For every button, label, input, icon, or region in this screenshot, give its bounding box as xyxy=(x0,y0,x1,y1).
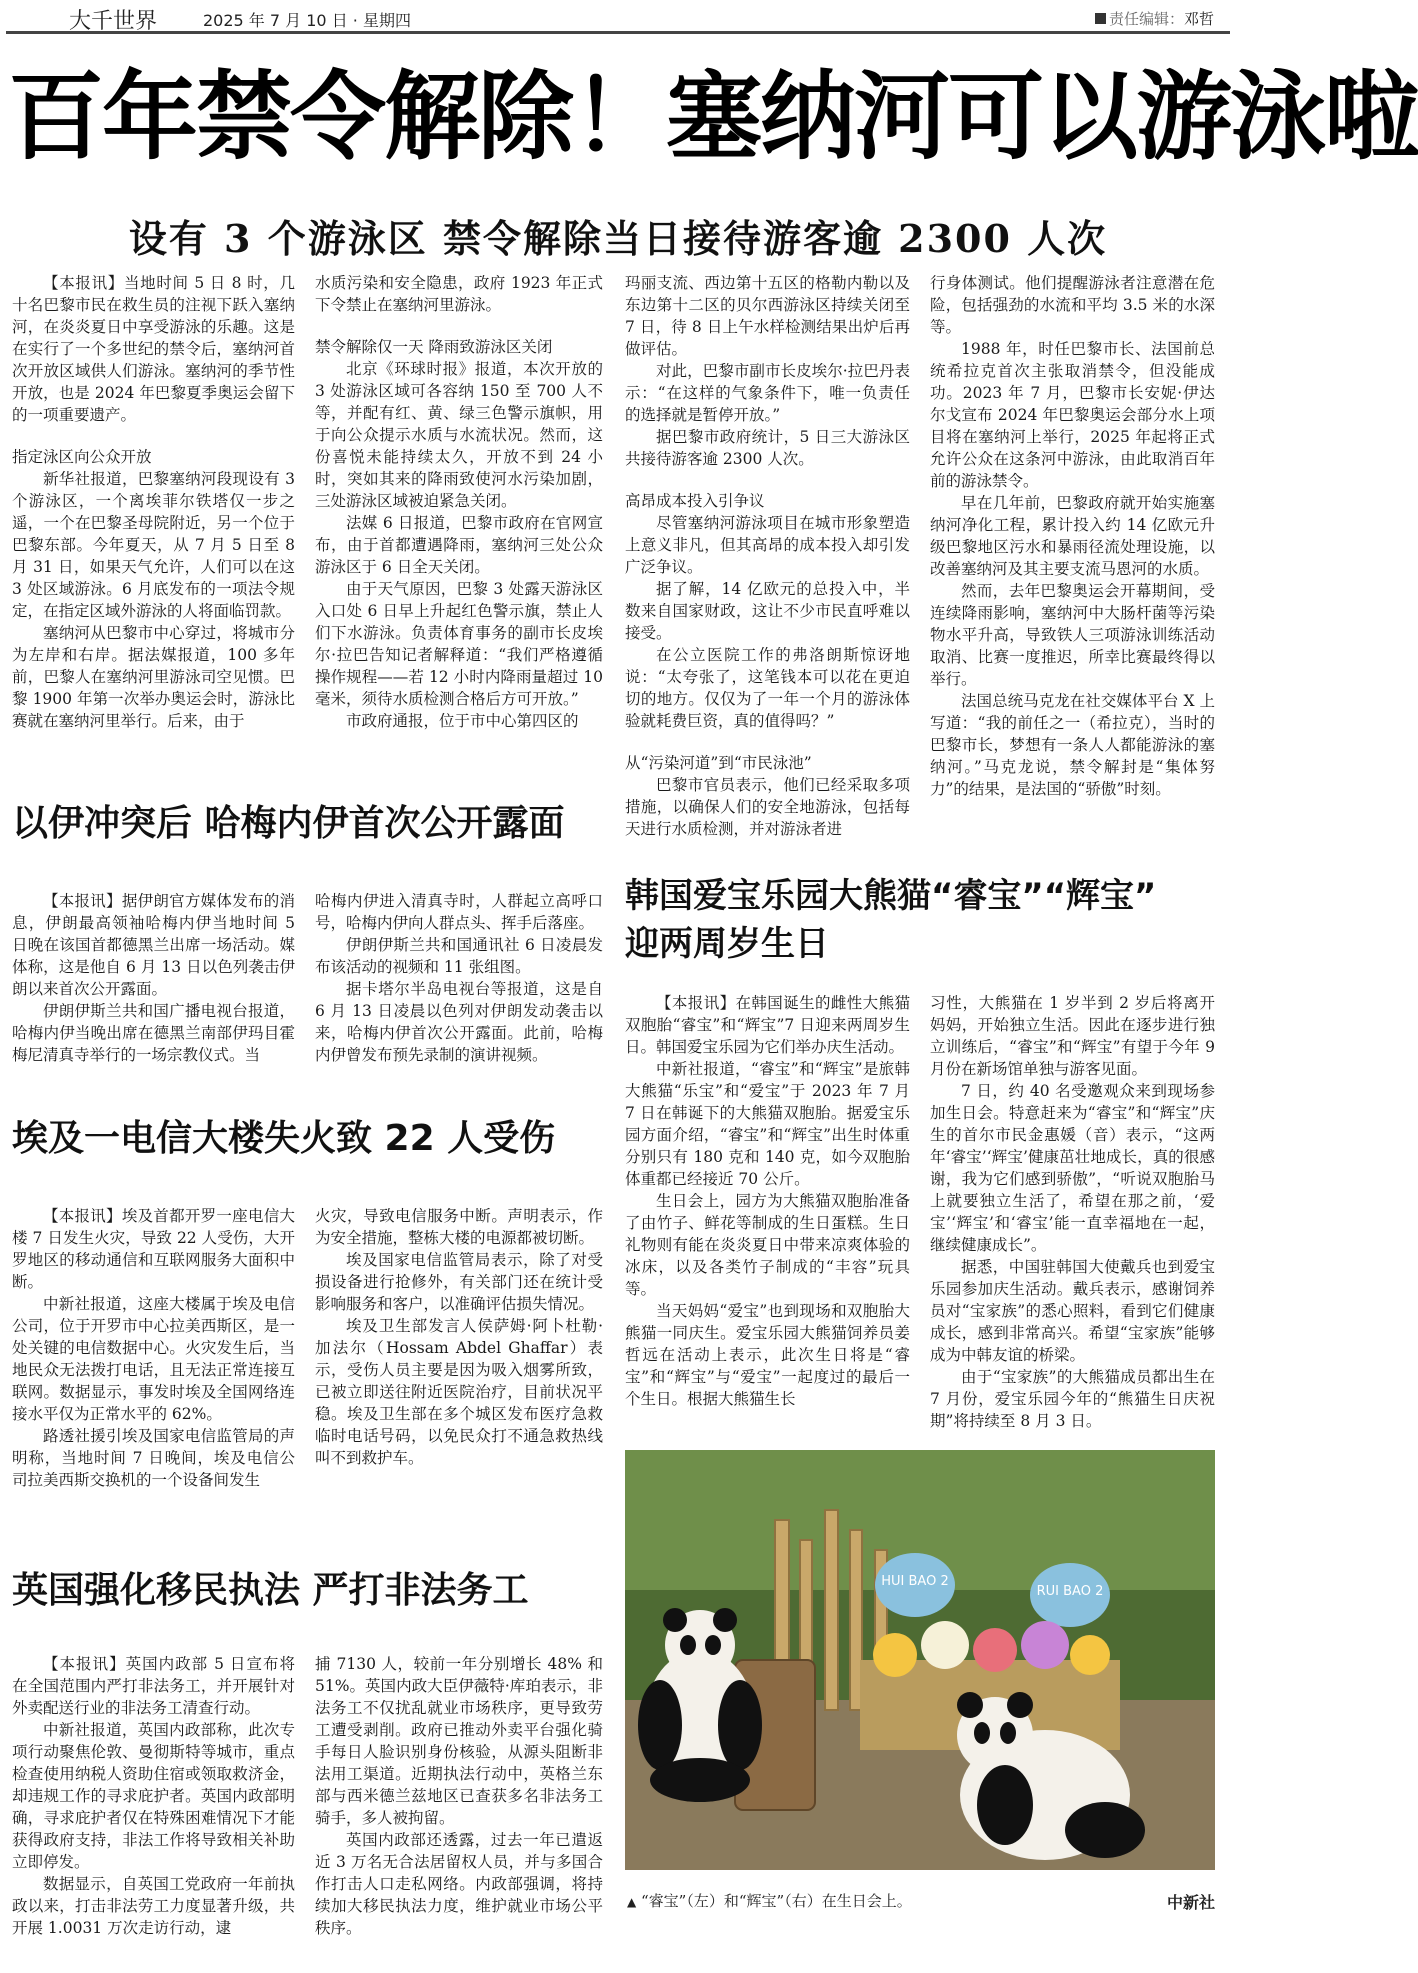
panda-paragraph: 习性，大熊猫在 1 岁半到 2 岁后将离开妈妈，开始独立生活。因此在逐步进行独立训练后，“睿宝”和“辉宝”有望于今年 9 月份在新场馆单独与游客见面。 xyxy=(930,994,1215,1078)
lead-paragraph: 塞纳河从巴黎市中心穿过，将城市分为左岸和右岸。据法媒报道，100 多年前，巴黎人在塞纳河里游泳司空见惯。巴黎 1900 年第一次举办奥运会时，游泳比赛就在塞纳河里举行。后来，由于 xyxy=(12,624,295,730)
panda-photo xyxy=(625,1450,1215,1870)
lead-headline: 百年禁令解除！塞纳河可以游泳啦 xyxy=(8,61,1418,173)
lead-paragraph: 行身体测试。他们提醒游泳者注意潜在危险，包括强劲的水流和平均 3.5 米的水深等。 xyxy=(930,274,1215,336)
panda-paragraph: 生日会上，园方为大熊猫双胞胎准备了由竹子、鲜花等制成的生日蛋糕。生日礼物则有能在炎炎夏日中带来凉爽体验的冰床，以及各类竹子制成的“丰容”玩具等。 xyxy=(625,1192,910,1298)
lead-column-2 xyxy=(315,272,603,762)
panda-paragraph: 7 日，约 40 名受邀观众来到现场参加生日会。特意赶来为“睿宝”和“辉宝”庆生的首尔市民金惠媛（音）表示，“这两年‘睿宝’‘辉宝’健康茁壮地成长，真的很感谢，我为它们感到骄傲”，“听说双胞胎马上就要独立生活了，希望在那之前，‘爱宝’‘辉宝’和‘睿宝’能一直幸福地在一起，继续健康成长”。 xyxy=(930,1082,1215,1254)
uk-column-1 xyxy=(12,1653,295,1963)
lead-paragraph: 由于天气原因，巴黎 3 处露天游泳区入口处 6 日早上升起红色警示旗，禁止人们下水游泳。负责体育事务的副市长皮埃尔·拉巴告知记者解释道：“我们严格遵循操作规程——若 12 小时内降雨量超过 10 毫米，须待水质检测合格后方可开放。” xyxy=(315,580,603,708)
lead-paragraph: 在公立医院工作的弗洛朗斯惊讶地说：“太夸张了，这笔钱本可以花在更迫切的地方。仅仅为了一年一个月的游泳体验就耗费巨资，真的值得吗？” xyxy=(625,646,910,730)
square-bullet-icon xyxy=(1095,13,1106,24)
panda-scene-illustration xyxy=(625,1450,1215,1870)
issue-date: 2025 年 7 月 10 日 · 星期四 xyxy=(203,11,411,30)
panda-paragraph: 由于“宝家族”的大熊猫成员都出生在 7 月份，爱宝乐园今年的“熊猫生日庆祝期”将持续至 8 月 3 日。 xyxy=(930,1368,1215,1430)
lead-paragraph: 市政府通报，位于市中心第四区的 xyxy=(346,712,579,730)
egypt-paragraph: 路透社援引埃及国家电信监管局的声明称，当地时间 7 日晚间，埃及电信公司拉美西斯交换机的一个设备间发生 xyxy=(12,1427,295,1489)
section-name: 大千世界 xyxy=(69,9,158,34)
lead-paragraph: 据巴黎市政府统计，5 日三大游泳区共接待游客逾 2300 人次。 xyxy=(625,428,910,468)
section-subheading: 禁令解除仅一天 降雨致游泳区关闭 xyxy=(315,338,553,356)
birthday-sign-right xyxy=(1030,1563,1110,1627)
iran-paragraph: 伊朗伊斯兰共和国通讯社 6 日凌晨发布该活动的视频和 11 张组图。 xyxy=(315,936,603,976)
editor-name: 邓哲 xyxy=(1183,10,1214,28)
panda-headline-line-1: 韩国爱宝乐园大熊猫“睿宝”“辉宝” xyxy=(625,876,1157,916)
egypt-paragraph xyxy=(12,1205,295,1293)
paragraph-text: 埃及首都开罗一座电信大楼 7 日发生火灾，导致 22 人受伤，大开罗地区的移动通信和互联网服务大面积中断。 xyxy=(12,1207,295,1291)
iran-paragraph: 据卡塔尔半岛电视台等报道，这是自 6 月 13 日凌晨以色列对伊朗发动袭击以来，哈梅内伊首次公开露面。此前，哈梅内伊曾发布预先录制的演讲视频。 xyxy=(315,980,603,1064)
lead-paragraph: 北京《环球时报》报道，本次开放的 3 处游泳区域可各容纳 150 至 700 人不等，并配有红、黄、绿三色警示旗帜，用于向公众提示水质与水流状况。然而，这份喜悦未能持续太久，开放不到 24 小时，突如其来的降雨致使河水污染加剧，三处游泳区域被迫紧急关闭。 xyxy=(315,360,603,510)
lead-paragraph: 早在几年前，巴黎政府就开始实施塞纳河净化工程，累计投入约 14 亿欧元升级巴黎地区污水和暴雨径流处理设施，以改善塞纳河及其主要支流马恩河的水质。 xyxy=(930,494,1215,578)
lead-paragraph: 法国总统马克龙在社交媒体平台 X 上写道：“我的前任之一（希拉克），当时的巴黎市长，梦想有一条人人都能游泳的塞纳河。”马克龙说，禁令解封是“集体努力”的结果，是法国的“骄傲”时刻。 xyxy=(930,692,1215,798)
news-tag: 【本报讯】 xyxy=(43,1655,126,1673)
lead-paragraph xyxy=(12,272,295,426)
paragraph-text: 据伊朗官方媒体发布的消息，伊朗最高领袖哈梅内伊当地时间 5 日晚在该国首都德黑兰出席一场活动。媒体称，这是他自 6 月 13 日以色列袭击伊朗以来首次公开露面。 xyxy=(12,892,295,998)
paragraph-text: 英国内政部 5 日宣布将在全国范围内严打非法务工，并开展针对外卖配送行业的非法务工清查行动。 xyxy=(12,1655,295,1717)
lead-column-3 xyxy=(625,272,910,842)
panda-paragraph xyxy=(625,992,910,1058)
sign-text-right: RUI BAO 2 xyxy=(1036,1584,1104,1599)
uk-headline: 英国强化移民执法 严打非法务工 xyxy=(12,1570,529,1611)
editor-label: 责任编辑： xyxy=(1108,10,1184,28)
sign-text-left: HUI BAO 2 xyxy=(881,1574,949,1589)
section-subheading: 指定泳区向公众开放 xyxy=(12,448,152,466)
editor-credit xyxy=(1095,8,1214,29)
photo-caption xyxy=(627,1890,1215,1911)
lead-paragraph: 巴黎市官员表示，他们已经采取多项措施，以确保人们的安全地游泳，包括每天进行水质检测，并对游泳者进 xyxy=(625,776,910,838)
lead-paragraph: 据了解，14 亿欧元的总投入中，半数来自国家财政，这让不少市民直呼难以接受。 xyxy=(625,580,910,642)
page-header xyxy=(6,0,1230,34)
iran-paragraph: 伊朗伊斯兰共和国广播电视台报道，哈梅内伊当晚出席在德黑兰南部伊玛目霍梅尼清真寺举行的一场宗教仪式。当 xyxy=(12,1002,295,1064)
panda-column-1 xyxy=(625,992,910,1432)
egypt-paragraph: 埃及国家电信监管局表示，除了对受损设备进行抢修外，有关部门还在统计受影响服务和客户，以准确评估损失情况。 xyxy=(315,1251,603,1313)
egypt-paragraph: 火灾，导致电信服务中断。声明表示，作为安全措施，整栋大楼的电源都被切断。 xyxy=(315,1207,603,1247)
panda-paragraph: 据悉，中国驻韩国大使戴兵也到爱宝乐园参加庆生活动。戴兵表示，感谢饲养员对“宝家族”的悉心照料，看到它们健康成长，感到非常高兴。希望“宝家族”能够成为中韩友谊的桥梁。 xyxy=(930,1258,1215,1364)
iran-column-1 xyxy=(12,890,295,1070)
egypt-headline: 埃及一电信大楼失火致 22 人受伤 xyxy=(12,1118,556,1159)
panda-paragraph: 当天妈妈“爱宝”也到现场和双胞胎大熊猫一同庆生。爱宝乐园大熊猫饲养员姜哲远在活动上表示，此次生日将是“睿宝”和“辉宝”与“爱宝”一起度过的最后一个生日。根据大熊猫生长 xyxy=(625,1302,910,1408)
news-tag: 【本报讯】 xyxy=(43,274,124,292)
panda-paragraph: 中新社报道，“睿宝”和“辉宝”是旅韩大熊猫“乐宝”和“爱宝”于 2023 年 7 月 7 日在韩诞下的大熊猫双胞胎。据爱宝乐园方面介绍，“睿宝”和“辉宝”出生时体重分别只有 180 克和 140 克，如今双胞胎体重都已经接近 70 公斤。 xyxy=(625,1060,910,1188)
lead-paragraph: 对此，巴黎市副市长皮埃尔·拉巴丹表示：“在这样的气象条件下，唯一负责任的选择就是暂停开放。” xyxy=(625,362,910,424)
caption-text: “睿宝”（左）和“辉宝”（右）在生日会上。 xyxy=(641,1892,912,1910)
news-tag: 【本报讯】 xyxy=(43,1207,122,1225)
iran-paragraph xyxy=(12,890,295,1000)
iran-headline: 以伊冲突后 哈梅内伊首次公开露面 xyxy=(12,803,565,844)
lead-paragraph: 法媒 6 日报道，巴黎市政府在官网宣布，由于首都遭遇降雨，塞纳河三处公众游泳区于 6 日全天关闭。 xyxy=(315,514,603,576)
paragraph-text: 在韩国诞生的雌性大熊猫双胞胎“睿宝”和“辉宝”7 日迎来两周岁生日。韩国爱宝乐园为它们举办庆生活动。 xyxy=(625,994,910,1056)
lead-paragraph: 然而，去年巴黎奥运会开幕期间，受连续降雨影响，塞纳河中大肠杆菌等污染物水平升高，导致铁人三项游泳训练活动取消、比赛一度推迟，所幸比赛最终得以举行。 xyxy=(930,582,1215,688)
lead-column-1 xyxy=(12,272,295,762)
uk-paragraph: 英国内政部还透露，过去一年已遣返近 3 万名无合法居留权人员，并与多国合作打击人口走私网络。内政部强调，将持续加大移民执法力度，维护就业市场公平秩序。 xyxy=(315,1831,603,1937)
uk-paragraph xyxy=(12,1653,295,1719)
news-tag: 【本报讯】 xyxy=(656,994,736,1012)
triangle-bullet-icon: ▲ xyxy=(627,1895,637,1909)
paragraph-text: 当地时间 5 日 8 时，几十名巴黎市民在救生员的注视下跃入塞纳河，在炎炎夏日中享受游泳的乐趣。这是在实行了一个多世纪的禁令后，塞纳河首次开放区域供人们游泳。塞纳河的季节性开放，也是 2024 年巴黎夏季奥运会留下的一项重要遗产。 xyxy=(12,274,295,424)
panda-headline-line-2: 迎两周岁生日 xyxy=(625,924,829,964)
panda-column-2 xyxy=(930,992,1215,1432)
birthday-sign-left xyxy=(875,1553,955,1617)
lead-paragraph: 尽管塞纳河游泳项目在城市形象塑造上意义非凡，但其高昂的成本投入却引发广泛争议。 xyxy=(625,514,910,576)
egypt-column-1 xyxy=(12,1205,295,1495)
iran-paragraph: 哈梅内伊进入清真寺时，人群起立高呼口号，哈梅内伊向人群点头、挥手后落座。 xyxy=(315,892,603,932)
lead-paragraph: 1988 年，时任巴黎市长、法国前总统希拉克首次主张取消禁令，但没能成功。2023 年 7 月，巴黎市长安妮·伊达尔戈宣布 2024 年巴黎奥运会部分水上项目将在塞纳河上举行，2025 年起将正式允许公众在这条河中游泳，由此取消百年前的游泳禁令。 xyxy=(930,340,1215,490)
photo-source: 中新社 xyxy=(1166,1893,1215,1912)
lead-column-4 xyxy=(930,272,1215,842)
lead-subhead: 设有 3 个游泳区 禁令解除当日接待游客逾 2300 人次 xyxy=(128,216,1108,261)
uk-paragraph: 捕 7130 人，较前一年分别增长 48% 和 51%。英国内政大臣伊薇特·库珀表示，非法务工不仅扰乱就业市场秩序，更导致劳工遭受剥削。政府已推动外卖平台强化骑手每日人脸识别身份核验，从源头阻断非法用工渠道。近期执法行动中，英格兰东部与西米德兰兹地区已查获多名非法务工骑手，多人被拘留。 xyxy=(315,1655,603,1827)
uk-paragraph: 数据显示，自英国工党政府一年前执政以来，打击非法劳工力度显著升级，共开展 1.0031 万次走访行动，逮 xyxy=(12,1875,295,1937)
egypt-paragraph: 中新社报道，这座大楼属于埃及电信公司，位于开罗市中心拉美西斯区，是一处关键的电信数据中心。火灾发生后，当地民众无法拨打电话，且无法正常连接互联网。数据显示，事发时埃及全国网络连接水平仅为正常水平的 62%。 xyxy=(12,1295,295,1423)
section-subheading: 从“污染河道”到“市民泳池” xyxy=(625,754,812,772)
section-subheading: 高昂成本投入引争议 xyxy=(625,492,765,510)
egypt-column-2 xyxy=(315,1205,603,1495)
uk-column-2 xyxy=(315,1653,603,1963)
iran-column-2 xyxy=(315,890,603,1070)
uk-paragraph: 中新社报道，英国内政部称，此次专项行动聚焦伦敦、曼彻斯特等城市，重点检查使用纳税人资助住宿或领取救济金，却违规工作的寻求庇护者。英国内政部明确，寻求庇护者仅在特殊困难情况下才能获得政府支持，非法工作将导致相关补助立即停发。 xyxy=(12,1721,295,1871)
lead-paragraph: 玛丽支流、西边第十五区的格勒内勒以及东边第十二区的贝尔西游泳区持续关闭至 7 日，待 8 日上午水样检测结果出炉后再做评估。 xyxy=(625,274,910,358)
lead-paragraph: 水质污染和安全隐患，政府 1923 年正式下令禁止在塞纳河里游泳。 xyxy=(315,274,603,314)
lead-paragraph: 新华社报道，巴黎塞纳河段现设有 3 个游泳区，一个离埃菲尔铁塔仅一步之遥，一个在巴黎圣母院附近，另一个位于巴黎东部。今年夏天，从 7 月 5 日至 8 月 31 日，如果天气允许，人们可以在这 3 处区域游泳。6 月底发布的一项法令规定，在指定区域外游泳的人将面临罚款。 xyxy=(12,470,295,620)
news-tag: 【本报讯】 xyxy=(43,892,122,910)
egypt-paragraph: 埃及卫生部发言人侯萨姆·阿卜杜勒·加法尔（Hossam Abdel Ghaffar）表示，受伤人员主要是因为吸入烟雾所致，已被立即送往附近医院治疗，目前状况平稳。埃及卫生部在多个城区发布医疗急救临时电话号码，以免民众打不通急救热线叫不到救护车。 xyxy=(315,1317,603,1467)
